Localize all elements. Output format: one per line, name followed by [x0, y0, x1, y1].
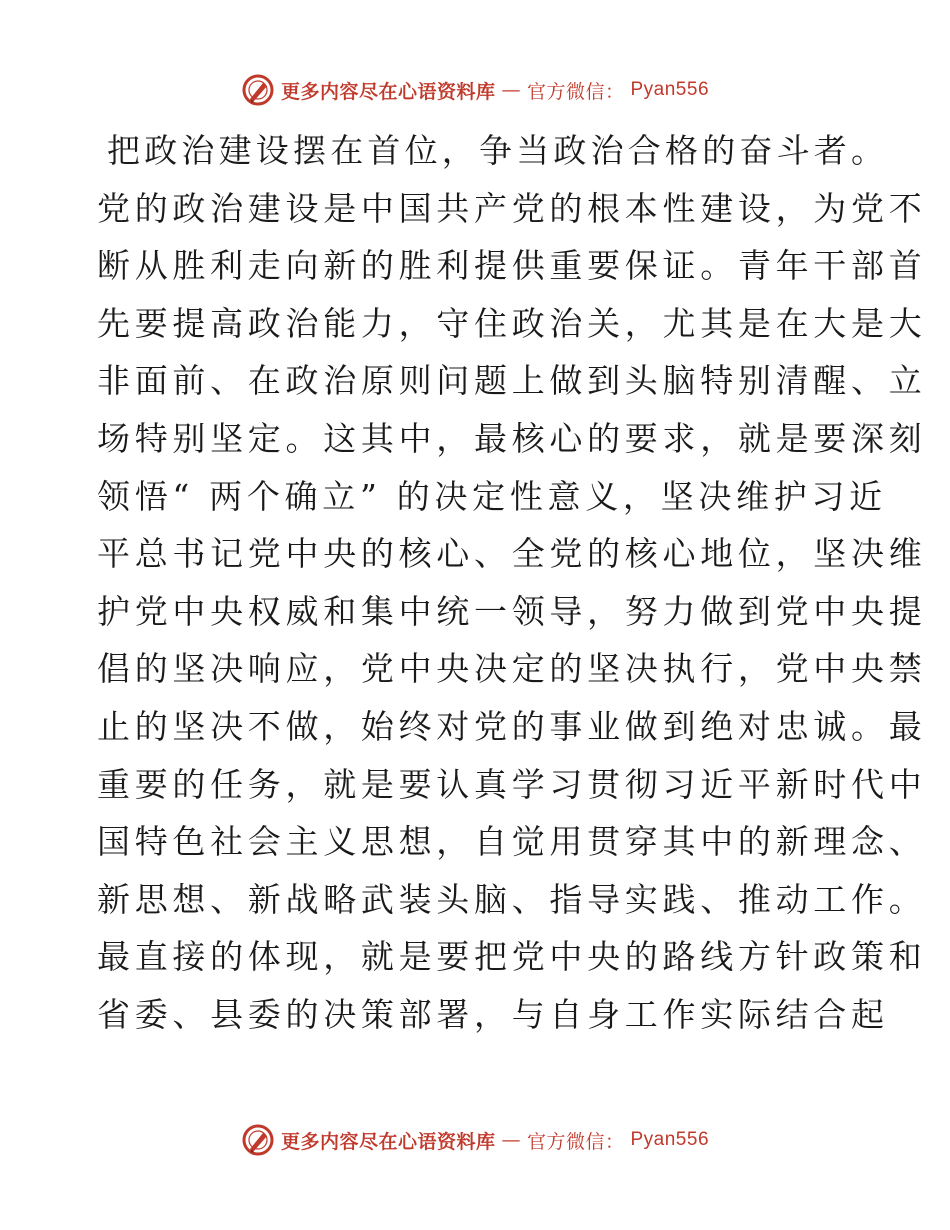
pen-nib-logo-icon: [241, 73, 275, 107]
body-line: 非面前、在政治原则问题上做到头脑特别清醒、立: [97, 361, 927, 401]
document-body: [97, 122, 927, 1044]
body-line: 新思想、新战略武装头脑、指导实践、推动工作。: [97, 879, 927, 919]
body-line: 护党中央权威和集中统一领导，努力做到党中央提: [97, 591, 927, 631]
body-line: 最直接的体现，就是要把党中央的路线方针政策和: [97, 937, 927, 977]
body-line: 重要的任务，就是要认真学习贯彻习近平新时代中: [97, 764, 927, 804]
header-banner: [0, 70, 950, 110]
footer-dash: —: [501, 1129, 521, 1151]
body-line: 倡的坚决响应，党中央决定的坚决执行，党中央禁: [97, 649, 927, 689]
pen-nib-logo-icon: [241, 1123, 275, 1157]
footer-wechat-id: Pyan556: [630, 1129, 710, 1150]
body-line: 领悟“ 两个确立” 的决定性意义，坚决维护习近: [97, 476, 887, 516]
body-line: 断从胜利走向新的胜利提供重要保证。青年干部首: [97, 246, 927, 286]
header-dash: —: [501, 79, 521, 101]
body-line: 党的政治建设是中国共产党的根本性建设，为党不: [97, 188, 927, 228]
footer-brand-text: 更多内容尽在心语资料库: [280, 1130, 496, 1153]
body-line: 平总书记党中央的核心、全党的核心地位，坚决维: [97, 534, 927, 574]
footer-wechat-label: 官方微信：: [526, 1130, 625, 1153]
body-line: 止的坚决不做，始终对党的事业做到绝对忠诚。最: [97, 706, 927, 746]
header-wechat-id: Pyan556: [630, 79, 710, 100]
body-line: 先要提高政治能力，守住政治关，尤其是在大是大: [97, 303, 927, 343]
body-line: 国特色社会主义思想，自觉用贯穿其中的新理念、: [97, 822, 927, 862]
header-brand-text: 更多内容尽在心语资料库: [280, 80, 496, 103]
body-line: 省委、县委的决策部署，与自身工作实际结合起: [97, 994, 889, 1034]
body-line: 把政治建设摆在首位，争当政治合格的奋斗者。: [107, 131, 889, 170]
footer-banner: [0, 1120, 950, 1160]
body-line: 场特别坚定。这其中，最核心的要求，就是要深刻: [97, 418, 927, 458]
header-wechat-label: 官方微信：: [526, 80, 625, 103]
